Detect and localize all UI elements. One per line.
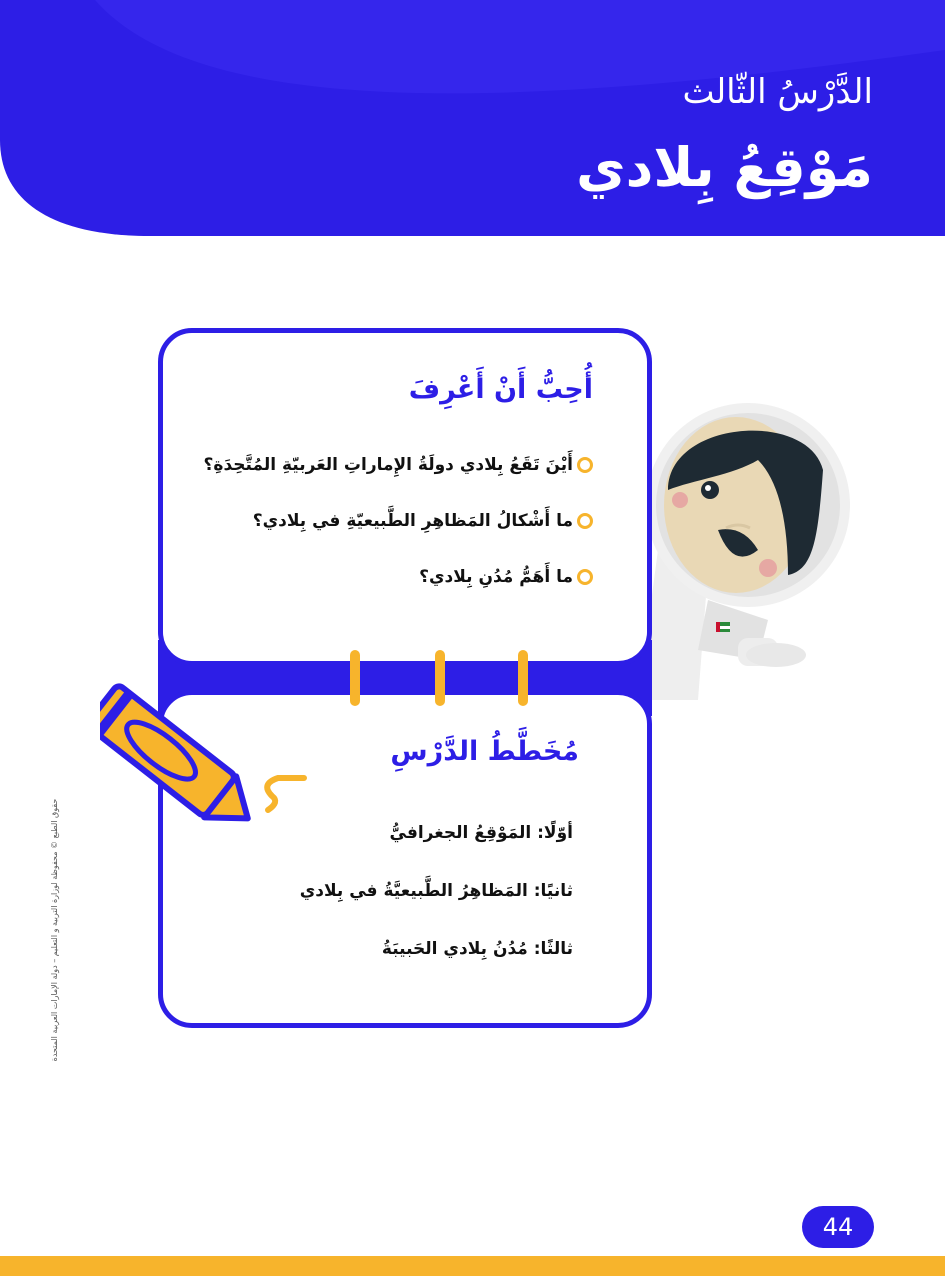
outline-item: ثالثًا: مُدُنُ بِلادي الحَبيبَةُ [381,939,573,959]
copyright-notice: حقوق الطبع © محفوظة لوزارة التربية و التعليم – دولة الإمارات العربية المتحدة [50,798,59,1062]
question-text: ما أَهَمُّ مُدُنِ بِلادي؟ [419,567,573,587]
list-item [173,493,593,549]
footer-bar [0,1256,945,1276]
outline-item: أوّلًا: المَوْقِعُ الجغرافيُّ [389,823,573,843]
lesson-number: الدَّرْسُ الثّالث [682,72,873,112]
crayon-icon [100,660,320,830]
binder-ring [350,650,360,706]
header-banner [0,0,945,240]
outline-item: ثانيًا: المَظاهِرُ الطَّبيعيَّةُ في بِلادي [299,881,573,901]
binder-ring [518,650,528,706]
binder-ring [435,650,445,706]
list-item [173,549,593,605]
lesson-title: مَوْقِعُ بِلادي [576,136,873,199]
bullet-circle-icon [577,457,593,473]
outline-heading: مُخَطَّطُ الدَّرْسِ [390,736,579,767]
outline-list [193,804,573,978]
questions-list [173,437,593,605]
page-number-badge: 44 [802,1206,874,1248]
bullet-circle-icon [577,513,593,529]
list-item [173,437,593,493]
astronaut-illustration [638,400,868,700]
bullet-circle-icon [577,569,593,585]
question-text: أَيْنَ تَقَعُ بِلادي دولَةُ الإِماراتِ العَربيّةِ المُتَّحِدَةِ؟ [203,455,573,475]
learn-heading: أُحِبُّ أَنْ أَعْرِفَ [408,374,593,405]
question-text: ما أَشْكالُ المَظاهِرِ الطَّبيعيّةِ في بِلادي؟ [252,511,573,531]
